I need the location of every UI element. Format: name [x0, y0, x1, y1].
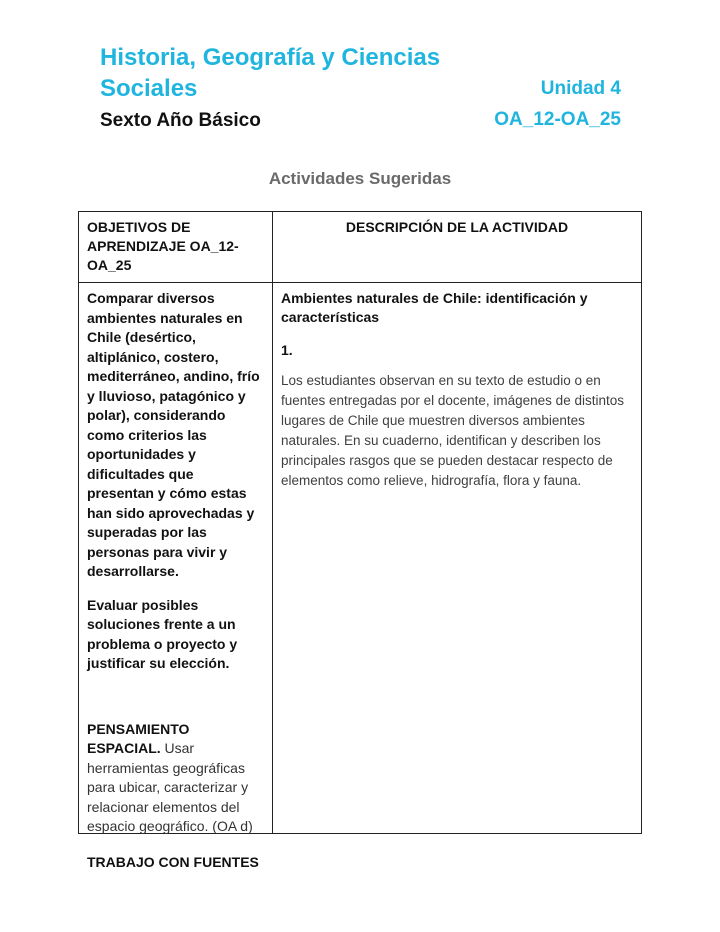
document-subtitle: Sexto Año Básico	[100, 110, 261, 131]
activity-number: 1.	[281, 342, 293, 358]
table-body-row	[79, 283, 642, 834]
oa-range-label: OA_12-OA_25	[494, 109, 621, 130]
document-title: Historia, Geografía y Ciencias Sociales	[100, 44, 441, 102]
spatial-thinking-text: Usar herramientas geográficas para ubicar, caracterizar y relacionar elementos del espacio geográfico. (OA d)	[87, 740, 253, 834]
activity-content	[281, 289, 633, 826]
activities-table	[78, 211, 642, 870]
activity-cell	[273, 283, 642, 834]
header-right	[494, 42, 621, 135]
section-heading: Actividades Sugeridas	[268, 169, 452, 188]
document-header	[0, 42, 720, 135]
activity-title: Ambientes naturales de Chile: identificación y características	[281, 290, 588, 325]
objectives-cell	[79, 283, 273, 870]
objective-paragraph: Evaluar posibles soluciones frente a un problema o proyecto y justificar su elección.	[87, 596, 238, 671]
table-header-row	[79, 212, 642, 283]
objective-paragraph: Comparar diversos ambientes naturales en Chile (desértico, altiplánico, costero, mediterráneo, andino, frío y lluvioso, patagónico y polar), considerando como criterios las oportunidades y dificultades que presentan y cómo estas han sido aprovechadas y superadas por las personas para vivir y desarrollarse.	[87, 290, 260, 579]
objectives-content	[87, 289, 264, 870]
header-left	[100, 42, 494, 135]
spatial-thinking-paragraph	[87, 720, 264, 837]
column-header-objectives: OBJETIVOS DE APRENDIZAJE OA_12-OA_25	[79, 212, 273, 283]
column-header-description: DESCRIPCIÓN DE LA ACTIVIDAD	[273, 212, 642, 283]
unit-label: Unidad 4	[540, 78, 621, 99]
spatial-thinking-label: PENSAMIENTO ESPACIAL.	[87, 720, 190, 756]
activity-body: Los estudiantes observan en su texto de estudio o en fuentes entregadas por el docente, imágenes de distintos lugares de Chile que muestren diversos ambientes naturales. En su cuaderno, identifican y describen los principales rasgos que se pueden destacar respecto de elementos como relieve, hidrografía, flora y fauna.	[281, 373, 624, 488]
work-with-sources-label: TRABAJO CON FUENTES	[87, 853, 259, 870]
